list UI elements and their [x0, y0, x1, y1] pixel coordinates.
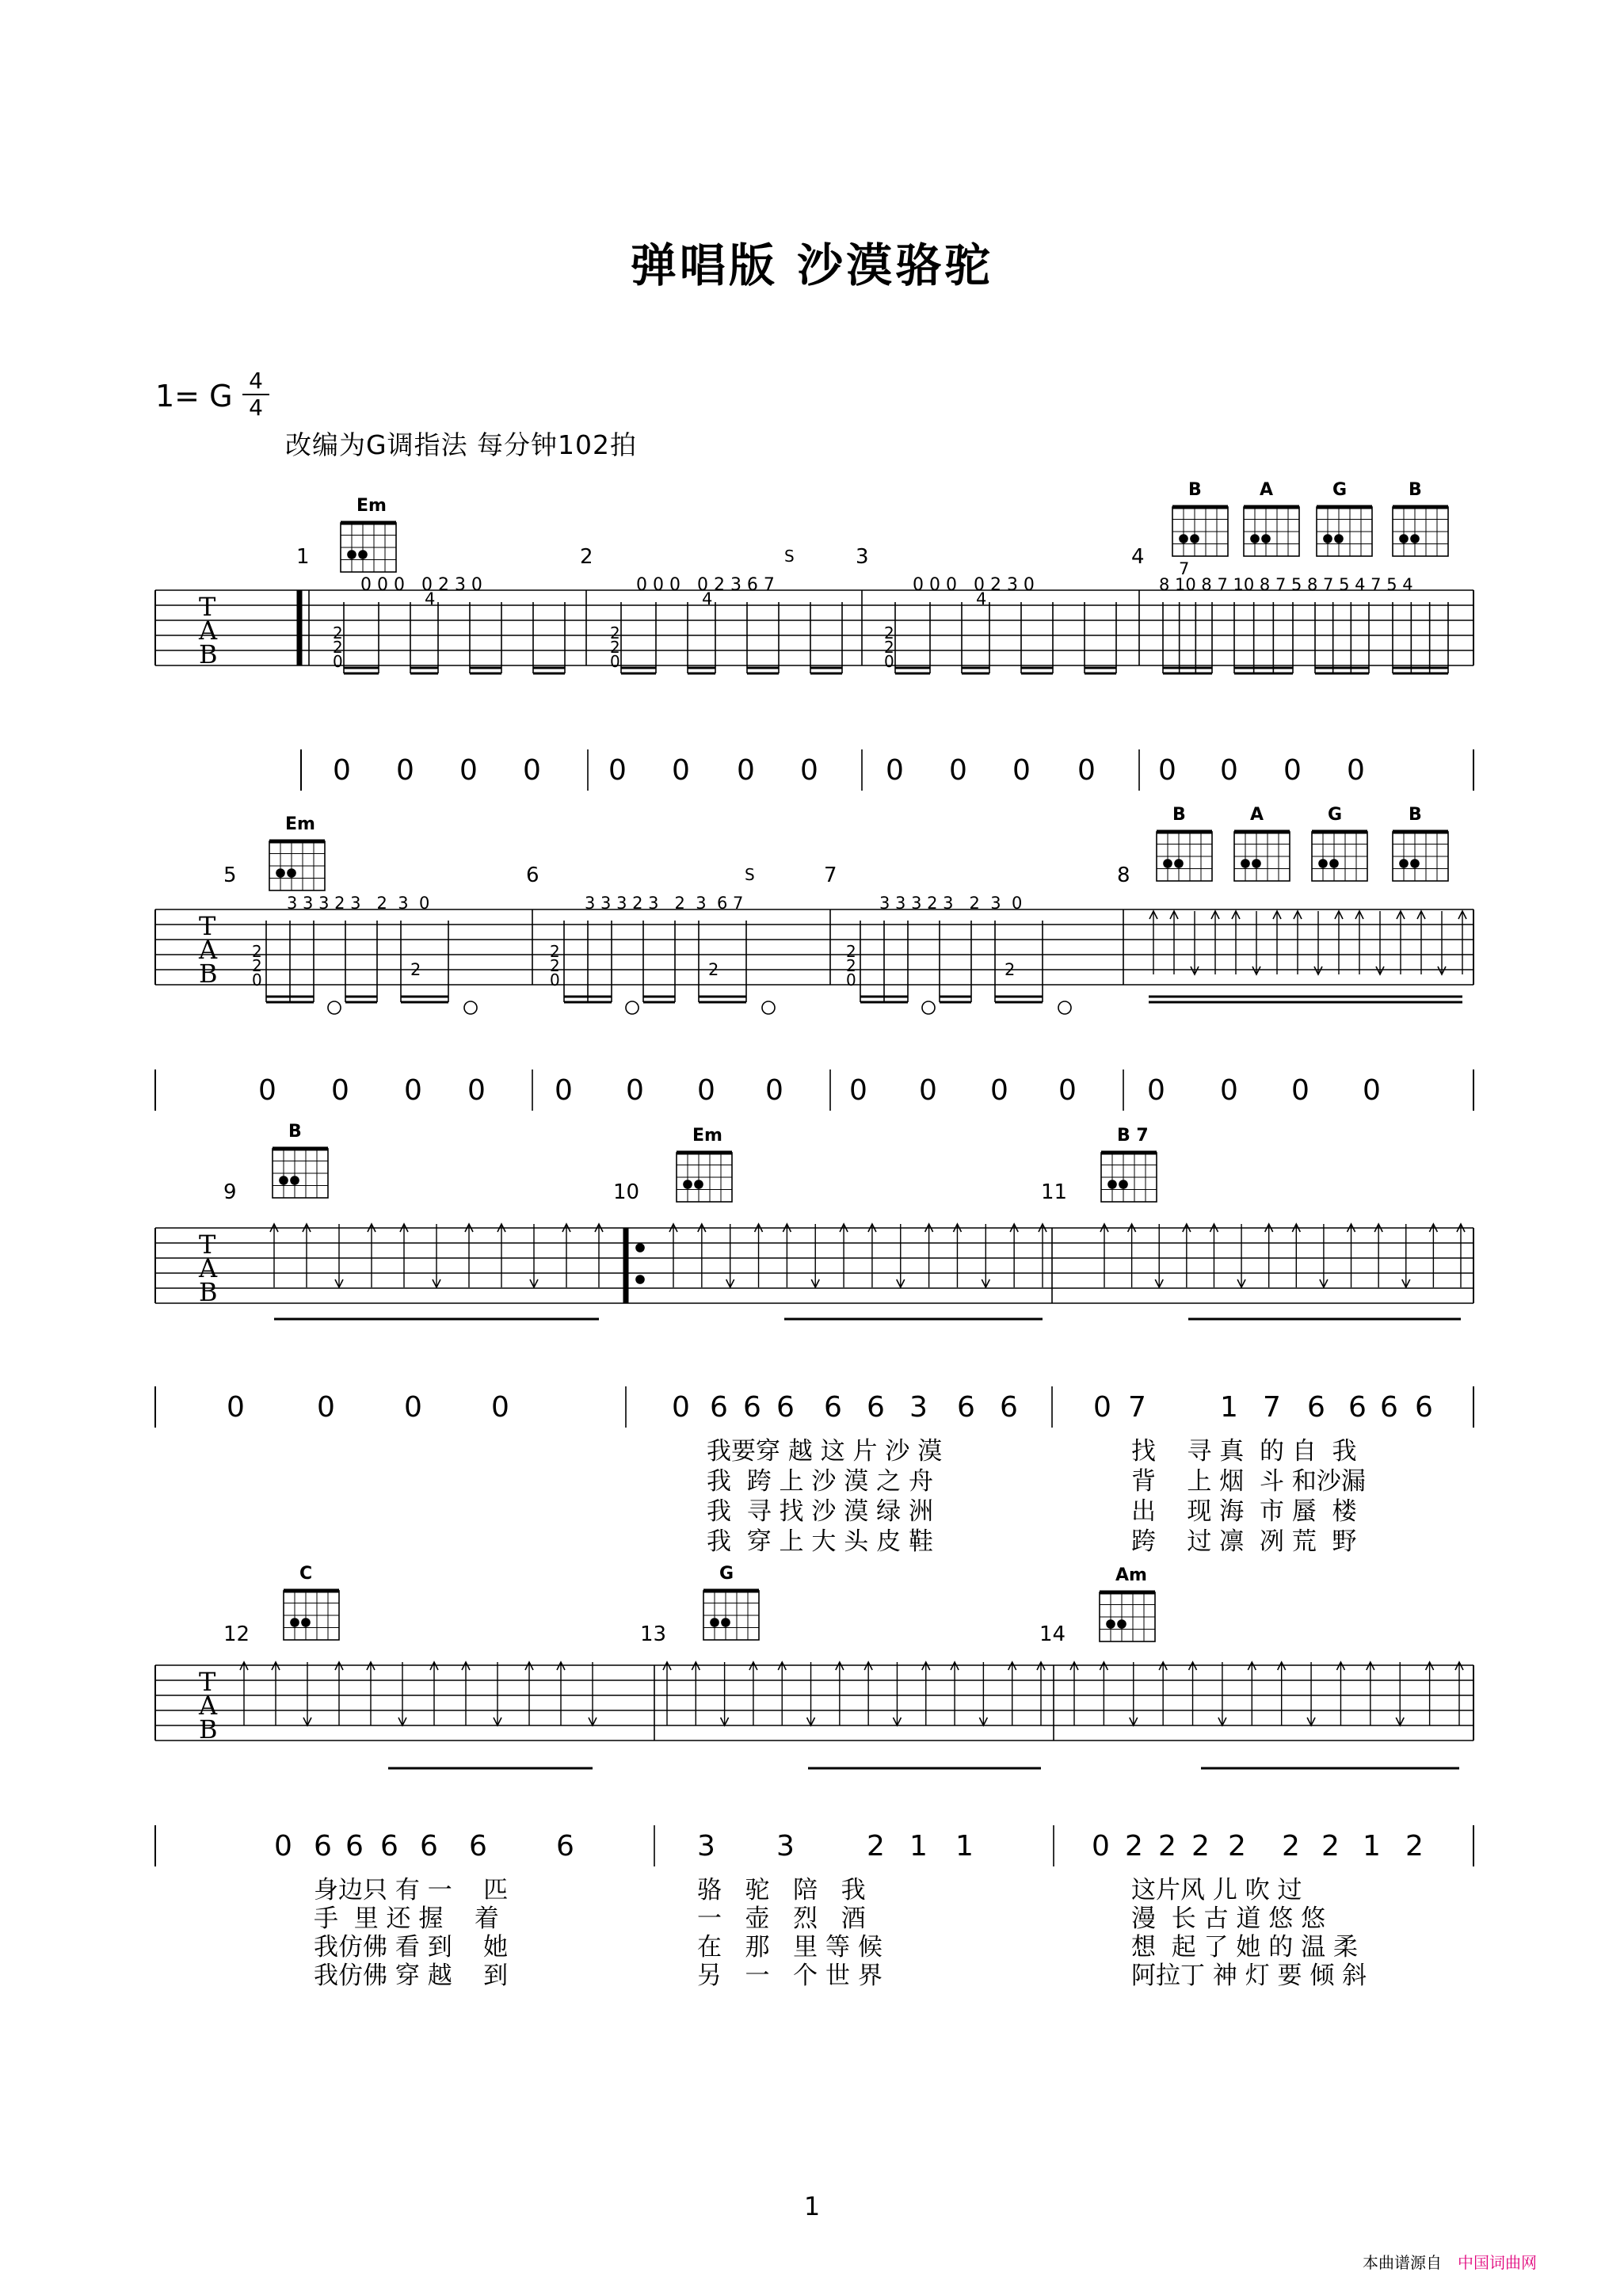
jianpu-note: 0: [919, 1074, 937, 1107]
tab-fret: 7: [1179, 559, 1190, 578]
measure-number: 4: [1131, 545, 1145, 569]
open-note: [464, 1001, 477, 1014]
jianpu-note: 7: [1263, 1391, 1281, 1424]
tab-fret-row: 3 3 3 2 3 2 3 0: [879, 894, 1023, 913]
chord-name: Em: [692, 1126, 722, 1146]
chord-name: B: [1409, 805, 1422, 825]
jianpu-note: 0: [1220, 1074, 1238, 1107]
chord-finger: [302, 1618, 310, 1626]
jianpu-note: 2: [1158, 1830, 1176, 1863]
jianpu-note: 0: [1158, 754, 1176, 787]
jianpu-note: 0: [672, 754, 690, 787]
chord-finger: [291, 1176, 299, 1184]
slide-mark: S: [784, 547, 795, 566]
chord-finger: [1191, 535, 1199, 543]
chord-finger: [711, 1618, 719, 1626]
jianpu-note: 0: [697, 1074, 715, 1107]
open-note: [626, 1001, 639, 1014]
jianpu-note: 0: [849, 1074, 867, 1107]
open-note: [922, 1001, 935, 1014]
jianpu-note: 3: [909, 1391, 928, 1424]
jianpu-note: 0: [396, 754, 414, 787]
lyric-line: 我 跨 上 沙 漠 之 舟: [707, 1467, 933, 1496]
lyric-line: 一 壶 烈 酒: [697, 1904, 866, 1933]
jianpu-note: 1: [909, 1830, 928, 1863]
lyric-line: 跨 过 凛 冽 荒 野: [1131, 1527, 1357, 1556]
open-note: [762, 1001, 775, 1014]
tab-fret: 4: [976, 589, 987, 608]
tab-letter-b: B: [199, 1277, 218, 1307]
jianpu-note: 0: [800, 754, 818, 787]
jianpu-note: 0: [990, 1074, 1008, 1107]
jianpu-note: 6: [1380, 1391, 1398, 1424]
bass-stack: 2 2 0: [610, 623, 620, 671]
jianpu-note: 0: [317, 1391, 335, 1424]
jianpu-note: 0: [258, 1074, 276, 1107]
slide-mark: S: [745, 865, 755, 884]
chord-finger: [1164, 860, 1172, 867]
lyric-line: 阿拉丁 神 灯 要 倾 斜: [1131, 1962, 1367, 1990]
jianpu-note: 6: [1000, 1391, 1018, 1424]
chord-finger: [1319, 860, 1327, 867]
chord-name: G: [719, 1564, 734, 1584]
jianpu-note: 0: [1147, 1074, 1165, 1107]
jianpu-note: 3: [776, 1830, 795, 1863]
jianpu-note: 0: [1012, 754, 1031, 787]
tab-letter-t: T: [199, 1667, 216, 1697]
jianpu-note: 0: [333, 754, 351, 787]
jianpu-note: 6: [314, 1830, 332, 1863]
chord-finger: [1335, 535, 1343, 543]
measure-number: 3: [856, 545, 869, 569]
lyric-line: 漫 长 古 道 悠 悠: [1131, 1904, 1326, 1933]
lyric-line: 这片风 儿 吹 过: [1131, 1876, 1302, 1904]
jianpu-note: 0: [555, 1074, 573, 1107]
tab-letter-a: A: [199, 1691, 218, 1721]
jianpu-note: 0: [1220, 754, 1238, 787]
tab-fret-row: 0 0 0 0 2 3 0: [913, 575, 1035, 595]
measure-number: 13: [640, 1622, 667, 1646]
jianpu-note: 0: [765, 1074, 783, 1107]
measure-number: 7: [824, 864, 837, 887]
jianpu-note: 2: [1191, 1830, 1210, 1863]
jianpu-note: 6: [556, 1830, 574, 1863]
chord-finger: [1411, 535, 1419, 543]
jianpu-note: 6: [420, 1830, 438, 1863]
chord-name: Em: [356, 496, 387, 516]
jianpu-note: 0: [404, 1074, 422, 1107]
jianpu-note: 3: [697, 1830, 715, 1863]
jianpu-note: 1: [1363, 1830, 1381, 1863]
measure-number: 2: [580, 545, 593, 569]
jianpu-note: 0: [1283, 754, 1302, 787]
tab-fret-row: 0 0 0 0 2 3 0: [360, 575, 482, 595]
chord-finger: [1252, 860, 1260, 867]
chord-finger: [1400, 535, 1408, 543]
chord-name: B: [1172, 805, 1186, 825]
bass-stack: 2 2 0: [846, 942, 856, 989]
footer-source: 本曲谱源自: [1363, 2253, 1442, 2272]
measure-number: 14: [1039, 1622, 1066, 1646]
tab-letter-t: T: [199, 592, 216, 622]
jianpu-note: 0: [467, 1074, 486, 1107]
tab-letter-t: T: [199, 1230, 216, 1260]
tab-fret-row: 3 3 3 2 3 2 3 6 7: [585, 894, 744, 913]
tab-letter-b: B: [199, 1714, 218, 1744]
footer-brand: 中国词曲网: [1458, 2253, 1537, 2272]
chord-finger: [1241, 860, 1249, 867]
jianpu-note: 6: [1307, 1391, 1325, 1424]
chord-finger: [276, 869, 284, 877]
jianpu-note: 2: [1282, 1830, 1300, 1863]
tab-fret: 2: [1005, 960, 1016, 979]
bass-stack: 2 2 0: [333, 623, 343, 671]
jianpu-note: 1: [1220, 1391, 1238, 1424]
jianpu-note: 2: [867, 1830, 885, 1863]
lyric-line: 背 上 烟 斗 和沙漏: [1131, 1467, 1366, 1496]
jianpu-note: 0: [227, 1391, 245, 1424]
chord-name: G: [1332, 480, 1348, 500]
chord-finger: [722, 1618, 730, 1626]
chord-finger: [1119, 1180, 1127, 1188]
jianpu-note: 0: [331, 1074, 349, 1107]
jianpu-note: 2: [1405, 1830, 1424, 1863]
jianpu-note: 6: [957, 1391, 975, 1424]
measure-number: 11: [1041, 1180, 1068, 1204]
jianpu-note: 0: [1092, 1830, 1110, 1863]
chord-finger: [280, 1176, 288, 1184]
chord-name: B: [1409, 480, 1422, 500]
jianpu-note: 2: [1321, 1830, 1340, 1863]
chord-finger: [1251, 535, 1259, 543]
jianpu-note: 0: [949, 754, 967, 787]
jianpu-note: 6: [345, 1830, 364, 1863]
tab-fret: 4: [425, 589, 436, 608]
chord-name: B: [1188, 480, 1202, 500]
measure-number: 9: [223, 1180, 237, 1204]
jianpu-note: 0: [404, 1391, 422, 1424]
jianpu-note: 0: [1058, 1074, 1077, 1107]
lyric-line: 在 那 里 等 候: [697, 1933, 883, 1962]
lyric-line: 出 现 海 市 蜃 楼: [1131, 1497, 1357, 1526]
chord-finger: [1324, 535, 1332, 543]
measure-number: 6: [526, 864, 539, 887]
jianpu-note: 6: [824, 1391, 842, 1424]
lyric-line: 我 寻 找 沙 漠 绿 洲: [707, 1497, 933, 1526]
jianpu-note: 0: [737, 754, 755, 787]
key-signature: 1= G: [155, 379, 233, 414]
arrangement-note: 改编为G调指法 每分钟102拍: [285, 429, 638, 460]
page-number: 1: [803, 2191, 821, 2221]
tab-fret: 2: [708, 960, 719, 979]
chord-finger: [348, 551, 356, 559]
jianpu-note: 1: [955, 1830, 974, 1863]
open-note: [328, 1001, 341, 1014]
repeat-dot: [636, 1244, 644, 1252]
jianpu-note: 0: [274, 1830, 292, 1863]
jianpu-note: 6: [1348, 1391, 1367, 1424]
lyric-line: 身边只 有 一 匹: [314, 1876, 509, 1904]
chord-finger: [1175, 860, 1183, 867]
tab-fret-row: 0 0 0 0 2 3 6 7: [636, 575, 775, 595]
jianpu-note: 6: [469, 1830, 487, 1863]
chord-finger: [288, 869, 295, 877]
bass-stack: 2 2 0: [252, 942, 262, 989]
lyric-line: 找 寻 真 的 自 我: [1131, 1437, 1357, 1466]
lyric-line: 骆 驼 陪 我: [697, 1876, 866, 1904]
jianpu-note: 0: [608, 754, 627, 787]
jianpu-note: 0: [1347, 754, 1365, 787]
time-signature-top: 4: [249, 368, 263, 394]
chord-finger: [1411, 860, 1419, 867]
tab-letter-b: B: [199, 639, 218, 669]
bass-stack: 2 2 0: [550, 942, 560, 989]
jianpu-note: 7: [1128, 1391, 1146, 1424]
tab-fret: 2: [410, 960, 421, 979]
chord-name: B 7: [1117, 1126, 1149, 1146]
lyric-line: 我仿佛 穿 越 到: [314, 1962, 509, 1990]
chord-finger: [1107, 1620, 1115, 1628]
jianpu-note: 0: [491, 1391, 509, 1424]
tab-letter-b: B: [199, 959, 218, 989]
chord-name: G: [1328, 805, 1343, 825]
open-note: [1058, 1001, 1071, 1014]
tab-fret-row: 3 3 3 2 3 2 3 0: [287, 894, 430, 913]
chord-name: A: [1250, 805, 1264, 825]
bass-stack: 2 2 0: [884, 623, 894, 671]
jianpu-note: 0: [459, 754, 478, 787]
tab-letter-a: A: [199, 935, 218, 965]
jianpu-note: 0: [523, 754, 541, 787]
time-signature-bottom: 4: [249, 395, 263, 421]
tab-letter-a: A: [199, 616, 218, 646]
lyric-line: 手 里 还 握 着: [314, 1904, 499, 1933]
jianpu-note: 6: [710, 1391, 728, 1424]
jianpu-note: 0: [886, 754, 904, 787]
lyric-line: 我要穿 越 这 片 沙 漠: [707, 1437, 943, 1466]
chord-name: B: [288, 1122, 302, 1142]
tab-letter-a: A: [199, 1253, 218, 1283]
chord-finger: [359, 551, 367, 559]
chord-name: Em: [285, 814, 315, 834]
measure-number: 10: [613, 1180, 640, 1204]
chord-name: C: [299, 1564, 313, 1584]
jianpu-note: 0: [1093, 1391, 1111, 1424]
lyric-line: 我 穿 上 大 头 皮 鞋: [707, 1527, 933, 1556]
jianpu-note: 6: [380, 1830, 398, 1863]
lyric-line: 想 起 了 她 的 温 柔: [1131, 1933, 1358, 1962]
tab-fret: 4: [702, 589, 713, 608]
jianpu-note: 0: [672, 1391, 690, 1424]
chord-finger: [291, 1618, 299, 1626]
jianpu-note: 6: [867, 1391, 885, 1424]
lyric-line: 另 一 个 世 界: [697, 1962, 883, 1990]
tab-fret-row: 8 10 8 7 10 8 7 5 8 7 5 4 7 5 4: [1159, 575, 1413, 594]
chord-finger: [1330, 860, 1338, 867]
chord-finger: [1108, 1180, 1116, 1188]
chord-finger: [684, 1180, 692, 1188]
jianpu-note: 6: [1415, 1391, 1433, 1424]
chord-name: A: [1260, 480, 1274, 500]
chord-finger: [1400, 860, 1408, 867]
chord-finger: [1118, 1620, 1126, 1628]
measure-number: 12: [223, 1622, 250, 1646]
page-title: 弹唱版 沙漠骆驼: [630, 238, 994, 292]
measure-number: 1: [296, 545, 310, 569]
tab-letter-t: T: [199, 911, 216, 941]
jianpu-note: 0: [1291, 1074, 1309, 1107]
measure-number: 5: [223, 864, 237, 887]
measure-number: 8: [1117, 864, 1130, 887]
repeat-dot: [636, 1275, 644, 1283]
lyric-line: 我仿佛 看 到 她: [314, 1933, 509, 1962]
jianpu-note: 2: [1125, 1830, 1143, 1863]
jianpu-note: 6: [776, 1391, 795, 1424]
jianpu-note: 0: [1363, 1074, 1381, 1107]
jianpu-note: 6: [743, 1391, 761, 1424]
chord-name: Am: [1115, 1565, 1147, 1585]
jianpu-note: 0: [626, 1074, 644, 1107]
jianpu-note: 0: [1077, 754, 1096, 787]
chord-finger: [695, 1180, 703, 1188]
jianpu-note: 2: [1228, 1830, 1246, 1863]
chord-finger: [1262, 535, 1270, 543]
chord-finger: [1180, 535, 1188, 543]
